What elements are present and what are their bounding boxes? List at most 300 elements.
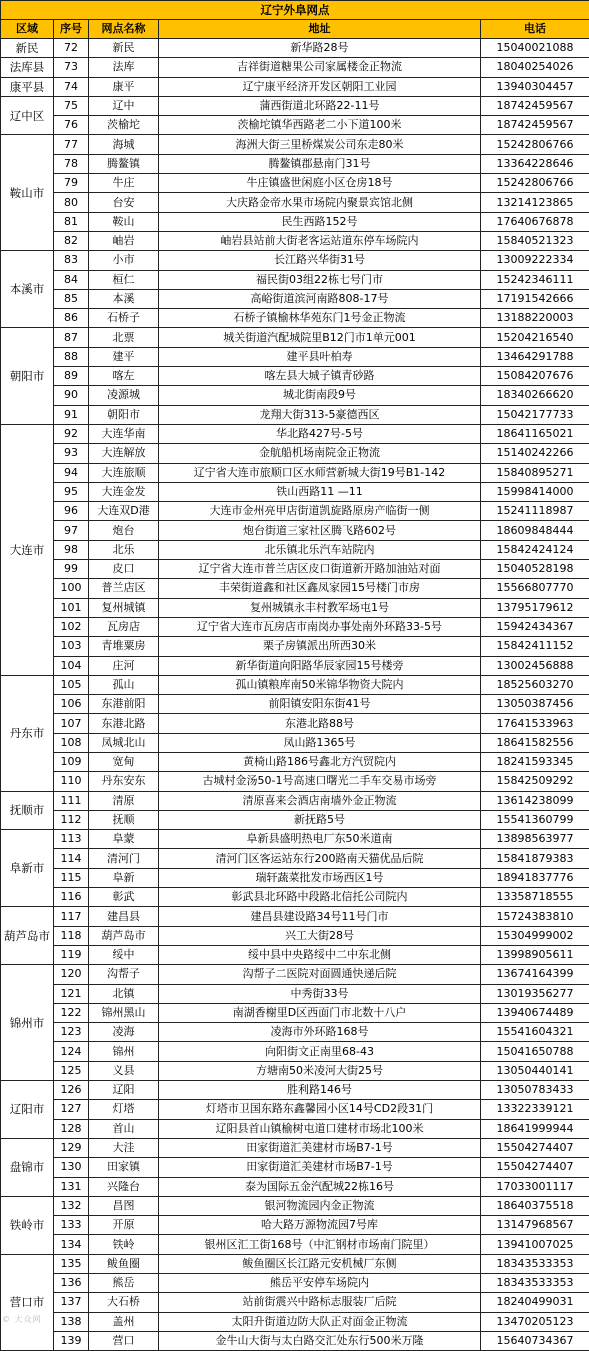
table-row (1, 309, 589, 328)
cell-number: 123 (54, 1023, 89, 1042)
cell-region: 鞍山市 (1, 135, 54, 251)
table-row (1, 849, 589, 868)
table-row (1, 1331, 589, 1350)
cell-phone: 13898563977 (481, 830, 589, 849)
cell-address: 建昌县建设路34号11号门市 (159, 907, 481, 926)
cell-number: 131 (54, 1177, 89, 1196)
cell-address: 铁山西路11 —11 (159, 482, 481, 501)
table-row (1, 1119, 589, 1138)
table-row (1, 1293, 589, 1312)
cell-phone: 13002456888 (481, 656, 589, 675)
cell-region: 新民 (1, 39, 54, 58)
cell-phone: 13940304457 (481, 77, 589, 96)
cell-address: 辽宁省大连市普兰店区皮口街道新开路加油站对面 (159, 560, 481, 579)
cell-outlet-name: 桓仁 (89, 270, 159, 289)
cell-address: 丰荣街道鑫和社区鑫凤家园15号楼门市房 (159, 579, 481, 598)
cell-outlet-name: 大连旅顺 (89, 463, 159, 482)
cell-phone: 13188220003 (481, 309, 589, 328)
cell-outlet-name: 普兰店区 (89, 579, 159, 598)
cell-region: 本溪市 (1, 251, 54, 328)
cell-phone: 15304999002 (481, 926, 589, 945)
cell-outlet-name: 大连金发 (89, 482, 159, 501)
cell-outlet-name: 复州城镇 (89, 598, 159, 617)
cell-region: 辽中区 (1, 96, 54, 135)
cell-address: 中秀街33号 (159, 984, 481, 1003)
cell-phone: 15242346111 (481, 270, 589, 289)
cell-phone: 15942434367 (481, 617, 589, 636)
cell-phone: 13464291788 (481, 347, 589, 366)
header-row (1, 20, 589, 39)
cell-address: 银河物流园内金正物流 (159, 1196, 481, 1215)
cell-phone: 18609848444 (481, 521, 589, 540)
cell-outlet-name: 腾鳌镇 (89, 154, 159, 173)
cell-outlet-name: 大连双D港 (89, 502, 159, 521)
table-row (1, 77, 589, 96)
cell-number: 125 (54, 1061, 89, 1080)
cell-number: 120 (54, 965, 89, 984)
cell-number: 113 (54, 830, 89, 849)
cell-phone: 15242806766 (481, 135, 589, 154)
cell-number: 108 (54, 733, 89, 752)
cell-phone: 15042177733 (481, 405, 589, 424)
cell-phone: 15566807770 (481, 579, 589, 598)
table-row (1, 463, 589, 482)
cell-number: 95 (54, 482, 89, 501)
cell-address: 华北路427号-5号 (159, 424, 481, 443)
table-row (1, 424, 589, 443)
watermark: © 大众网 (2, 1314, 42, 1325)
cell-outlet-name: 新民 (89, 39, 159, 58)
table-row (1, 714, 589, 733)
cell-outlet-name: 清河门 (89, 849, 159, 868)
cell-outlet-name: 喀左 (89, 367, 159, 386)
cell-address: 辽阳县首山镇榆树屯道口建材市场北100米 (159, 1119, 481, 1138)
table-row (1, 58, 589, 77)
table-row (1, 135, 589, 154)
table-row (1, 1138, 589, 1157)
table-row (1, 675, 589, 694)
table-row (1, 1081, 589, 1100)
table-row (1, 1274, 589, 1293)
cell-phone: 18641582556 (481, 733, 589, 752)
cell-number: 72 (54, 39, 89, 58)
cell-region: 康平县 (1, 77, 54, 96)
cell-outlet-name: 大连解放 (89, 444, 159, 463)
table-row (1, 367, 589, 386)
cell-address: 古城村金汤50-1号高速口曙光二手车交易市场旁 (159, 772, 481, 791)
cell-region: 大连市 (1, 424, 54, 675)
cell-outlet-name: 东港前阳 (89, 695, 159, 714)
cell-number: 117 (54, 907, 89, 926)
cell-address: 栗子房镇派出所西30米 (159, 637, 481, 656)
cell-outlet-name: 彰武 (89, 888, 159, 907)
cell-outlet-name: 昌图 (89, 1196, 159, 1215)
cell-number: 79 (54, 174, 89, 193)
table-row (1, 1235, 589, 1254)
cell-address: 石桥子镇榆林华苑东门1号金正物流 (159, 309, 481, 328)
cell-address: 岫岩县站前大街老客运站道东停车场院内 (159, 231, 481, 250)
table-row (1, 1254, 589, 1273)
cell-phone: 15840895271 (481, 463, 589, 482)
table-row (1, 482, 589, 501)
cell-phone: 15841879383 (481, 849, 589, 868)
cell-phone: 13322339121 (481, 1100, 589, 1119)
cell-address: 北乐镇北乐汽车站院内 (159, 540, 481, 559)
cell-address: 龙翔大街313-5豪德西区 (159, 405, 481, 424)
cell-phone: 18040254026 (481, 58, 589, 77)
cell-outlet-name: 凤城北山 (89, 733, 159, 752)
cell-number: 101 (54, 598, 89, 617)
cell-outlet-name: 首山 (89, 1119, 159, 1138)
cell-outlet-name: 牛庄 (89, 174, 159, 193)
cell-address: 清原喜来会酒店南墙外金正物流 (159, 791, 481, 810)
table-row (1, 868, 589, 887)
cell-number: 86 (54, 309, 89, 328)
cell-phone: 13795179612 (481, 598, 589, 617)
cell-phone: 15998414000 (481, 482, 589, 501)
cell-outlet-name: 凌海 (89, 1023, 159, 1042)
cell-phone: 13050440141 (481, 1061, 589, 1080)
table-row (1, 1061, 589, 1080)
cell-number: 76 (54, 116, 89, 135)
cell-address: 太阳升街道边防大队正对面金正物流 (159, 1312, 481, 1331)
cell-number: 128 (54, 1119, 89, 1138)
table-row (1, 752, 589, 771)
cell-number: 87 (54, 328, 89, 347)
cell-address: 牛庄镇盛世闲庭小区仓房18号 (159, 174, 481, 193)
cell-address: 金航船机场南院金正物流 (159, 444, 481, 463)
cell-outlet-name: 孤山 (89, 675, 159, 694)
cell-address: 长江路兴华街31号 (159, 251, 481, 270)
cell-number: 138 (54, 1312, 89, 1331)
cell-outlet-name: 海城 (89, 135, 159, 154)
cell-outlet-name: 熊岳 (89, 1274, 159, 1293)
table-row (1, 193, 589, 212)
cell-number: 122 (54, 1003, 89, 1022)
cell-number: 139 (54, 1331, 89, 1350)
cell-phone: 18941837776 (481, 868, 589, 887)
table-row (1, 502, 589, 521)
cell-phone: 17640676878 (481, 212, 589, 231)
cell-number: 106 (54, 695, 89, 714)
cell-address: 兴工大街28号 (159, 926, 481, 945)
table-row (1, 1100, 589, 1119)
table-row (1, 386, 589, 405)
table-row (1, 1196, 589, 1215)
cell-number: 130 (54, 1158, 89, 1177)
cell-number: 118 (54, 926, 89, 945)
cell-phone: 17191542666 (481, 289, 589, 308)
cell-phone: 15842509292 (481, 772, 589, 791)
cell-outlet-name: 东港北路 (89, 714, 159, 733)
cell-address: 辽宁省大连市瓦房店市南岗办事处南外环路33-5号 (159, 617, 481, 636)
cell-outlet-name: 宽甸 (89, 752, 159, 771)
table-row (1, 598, 589, 617)
cell-region: 锦州市 (1, 965, 54, 1081)
table-row (1, 347, 589, 366)
cell-number: 83 (54, 251, 89, 270)
cell-outlet-name: 大洼 (89, 1138, 159, 1157)
cell-number: 107 (54, 714, 89, 733)
table-row (1, 154, 589, 173)
sheet-title: 辽宁外阜网点 (1, 1, 589, 20)
cell-number: 112 (54, 810, 89, 829)
cell-number: 88 (54, 347, 89, 366)
cell-outlet-name: 阜新 (89, 868, 159, 887)
cell-number: 89 (54, 367, 89, 386)
cell-number: 116 (54, 888, 89, 907)
cell-outlet-name: 绥中 (89, 945, 159, 964)
cell-outlet-name: 辽阳 (89, 1081, 159, 1100)
cell-outlet-name: 台安 (89, 193, 159, 212)
table-row (1, 1023, 589, 1042)
cell-phone: 13050387456 (481, 695, 589, 714)
cell-address: 吉祥街道糖果公司家属楼金正物流 (159, 58, 481, 77)
cell-phone: 13674164399 (481, 965, 589, 984)
table-row (1, 328, 589, 347)
cell-region: 辽阳市 (1, 1081, 54, 1139)
cell-number: 109 (54, 752, 89, 771)
table-row (1, 560, 589, 579)
cell-outlet-name: 皮口 (89, 560, 159, 579)
table-row (1, 791, 589, 810)
cell-region: 营口市 (1, 1254, 54, 1350)
table-row (1, 405, 589, 424)
cell-phone: 18641165021 (481, 424, 589, 443)
cell-number: 78 (54, 154, 89, 173)
cell-address: 方塘南50米凌河大街25号 (159, 1061, 481, 1080)
cell-address: 城北街南段9号 (159, 386, 481, 405)
cell-outlet-name: 沟帮子 (89, 965, 159, 984)
cell-number: 134 (54, 1235, 89, 1254)
cell-outlet-name: 庄河 (89, 656, 159, 675)
table-row (1, 289, 589, 308)
cell-phone: 13940674489 (481, 1003, 589, 1022)
cell-address: 凤山路1365号 (159, 733, 481, 752)
cell-outlet-name: 大连华南 (89, 424, 159, 443)
cell-phone: 17033001117 (481, 1177, 589, 1196)
header-region: 区域 (1, 20, 54, 39)
cell-address: 银州区汇工街168号（中汇钢材市场南门院里） (159, 1235, 481, 1254)
cell-number: 98 (54, 540, 89, 559)
cell-phone: 13019356277 (481, 984, 589, 1003)
table-row (1, 772, 589, 791)
cell-number: 135 (54, 1254, 89, 1273)
table-row (1, 116, 589, 135)
cell-phone: 13614238099 (481, 791, 589, 810)
cell-phone: 13364228646 (481, 154, 589, 173)
cell-phone: 15084207676 (481, 367, 589, 386)
cell-address: 沟帮子二医院对面圆通快递后院 (159, 965, 481, 984)
cell-address: 灯塔市卫国东路东鑫馨园小区14号CD2段31门 (159, 1100, 481, 1119)
cell-phone: 13358718555 (481, 888, 589, 907)
cell-number: 126 (54, 1081, 89, 1100)
cell-phone: 15040021088 (481, 39, 589, 58)
cell-number: 75 (54, 96, 89, 115)
cell-outlet-name: 石桥子 (89, 309, 159, 328)
cell-outlet-name: 丹东安东 (89, 772, 159, 791)
table-row (1, 444, 589, 463)
cell-address: 孤山镇粮库南50米锦华物资大院内 (159, 675, 481, 694)
cell-number: 80 (54, 193, 89, 212)
cell-address: 高峪街道滨河南路808-17号 (159, 289, 481, 308)
cell-region: 葫芦岛市 (1, 907, 54, 965)
table-row (1, 1158, 589, 1177)
cell-outlet-name: 北票 (89, 328, 159, 347)
cell-phone: 13009222334 (481, 251, 589, 270)
cell-address: 田家街道汇美建材市场B7-1号 (159, 1138, 481, 1157)
header-outlet-name: 网点名称 (89, 20, 159, 39)
cell-region: 法库县 (1, 58, 54, 77)
cell-phone: 13941007025 (481, 1235, 589, 1254)
cell-address: 复州城镇永丰村教军场屯1号 (159, 598, 481, 617)
cell-outlet-name: 建昌县 (89, 907, 159, 926)
cell-outlet-name: 岫岩 (89, 231, 159, 250)
cell-phone: 13998905611 (481, 945, 589, 964)
cell-number: 99 (54, 560, 89, 579)
cell-address: 阜新县盛明热电厂东50米道南 (159, 830, 481, 849)
cell-address: 前阳镇安阳东街41号 (159, 695, 481, 714)
cell-outlet-name: 锦州 (89, 1042, 159, 1061)
table-row (1, 96, 589, 115)
table-row (1, 984, 589, 1003)
cell-number: 93 (54, 444, 89, 463)
cell-address: 胜利路146号 (159, 1081, 481, 1100)
cell-phone: 13470205123 (481, 1312, 589, 1331)
cell-phone: 15504274407 (481, 1158, 589, 1177)
cell-phone: 15242806766 (481, 174, 589, 193)
cell-number: 136 (54, 1274, 89, 1293)
cell-region: 铁岭市 (1, 1196, 54, 1254)
cell-address: 炮台街道三家社区腾飞路602号 (159, 521, 481, 540)
cell-number: 132 (54, 1196, 89, 1215)
cell-phone: 15640734367 (481, 1331, 589, 1350)
cell-number: 84 (54, 270, 89, 289)
cell-number: 73 (54, 58, 89, 77)
cell-number: 114 (54, 849, 89, 868)
cell-phone: 15041650788 (481, 1042, 589, 1061)
cell-outlet-name: 开原 (89, 1216, 159, 1235)
cell-number: 96 (54, 502, 89, 521)
cell-number: 111 (54, 791, 89, 810)
cell-phone: 15040528198 (481, 560, 589, 579)
table-row (1, 888, 589, 907)
cell-address: 城关街道汽配城院里B12门市1单元001 (159, 328, 481, 347)
table-row (1, 231, 589, 250)
cell-number: 127 (54, 1100, 89, 1119)
cell-number: 121 (54, 984, 89, 1003)
cell-number: 115 (54, 868, 89, 887)
cell-outlet-name: 义县 (89, 1061, 159, 1080)
title-row (1, 1, 589, 20)
cell-region: 抚顺市 (1, 791, 54, 830)
cell-phone: 15724383810 (481, 907, 589, 926)
table-row (1, 1216, 589, 1235)
cell-phone: 18742459567 (481, 96, 589, 115)
cell-phone: 15504274407 (481, 1138, 589, 1157)
table-row (1, 656, 589, 675)
cell-address: 建平县叶柏寿 (159, 347, 481, 366)
cell-address: 辽宁省大连市旅顺口区水师营新城大街19号B1-142 (159, 463, 481, 482)
cell-number: 110 (54, 772, 89, 791)
table-row (1, 695, 589, 714)
cell-outlet-name: 凌源城 (89, 386, 159, 405)
cell-address: 海洲大街三里桥煤炭公司东走80米 (159, 135, 481, 154)
table-row (1, 540, 589, 559)
cell-phone: 13214123865 (481, 193, 589, 212)
cell-address: 民生西路152号 (159, 212, 481, 231)
cell-outlet-name: 辽中 (89, 96, 159, 115)
table-row (1, 907, 589, 926)
cell-address: 福民街03组22栋七号门市 (159, 270, 481, 289)
cell-number: 90 (54, 386, 89, 405)
cell-outlet-name: 茨榆坨 (89, 116, 159, 135)
header-address: 地址 (159, 20, 481, 39)
cell-number: 137 (54, 1293, 89, 1312)
cell-phone: 18742459567 (481, 116, 589, 135)
cell-outlet-name: 北镇 (89, 984, 159, 1003)
cell-outlet-name: 田家镇 (89, 1158, 159, 1177)
cell-address: 绥中县中央路绥中二中东北侧 (159, 945, 481, 964)
cell-number: 119 (54, 945, 89, 964)
table-row (1, 617, 589, 636)
cell-outlet-name: 灯塔 (89, 1100, 159, 1119)
cell-phone: 15204216540 (481, 328, 589, 347)
cell-phone: 18340266620 (481, 386, 589, 405)
table-row (1, 1177, 589, 1196)
cell-number: 102 (54, 617, 89, 636)
header-number: 序号 (54, 20, 89, 39)
cell-phone: 18241593345 (481, 752, 589, 771)
table-row (1, 1312, 589, 1331)
cell-region: 朝阳市 (1, 328, 54, 424)
cell-phone: 18641999944 (481, 1119, 589, 1138)
cell-phone: 15840521323 (481, 231, 589, 250)
cell-outlet-name: 北乐 (89, 540, 159, 559)
cell-address: 新华街道向阳路华辰家园15号楼旁 (159, 656, 481, 675)
cell-outlet-name: 阜蒙 (89, 830, 159, 849)
cell-address: 熊岳平安停车场院内 (159, 1274, 481, 1293)
cell-number: 74 (54, 77, 89, 96)
cell-outlet-name: 盖州 (89, 1312, 159, 1331)
cell-address: 黄椅山路186号鑫北方汽贸院内 (159, 752, 481, 771)
cell-outlet-name: 营口 (89, 1331, 159, 1350)
cell-phone: 13050783433 (481, 1081, 589, 1100)
cell-outlet-name: 法库 (89, 58, 159, 77)
table-row (1, 39, 589, 58)
cell-address: 凌海市外环路168号 (159, 1023, 481, 1042)
cell-address: 新抚路5号 (159, 810, 481, 829)
cell-phone: 15842424124 (481, 540, 589, 559)
cell-address: 彰武县北环路中段路北信托公司院内 (159, 888, 481, 907)
cell-phone: 18640375518 (481, 1196, 589, 1215)
cell-phone: 18343533353 (481, 1274, 589, 1293)
table-row (1, 733, 589, 752)
cell-number: 77 (54, 135, 89, 154)
cell-outlet-name: 炮台 (89, 521, 159, 540)
table-row (1, 270, 589, 289)
cell-address: 新华路28号 (159, 39, 481, 58)
cell-address: 田家街道汇美建材市场B7-1号 (159, 1158, 481, 1177)
cell-outlet-name: 抚顺 (89, 810, 159, 829)
outlet-table-body (1, 1, 589, 1351)
cell-number: 103 (54, 637, 89, 656)
cell-address: 喀左县大城子镇青砂路 (159, 367, 481, 386)
cell-phone: 15140242266 (481, 444, 589, 463)
cell-address: 东港北路88号 (159, 714, 481, 733)
table-row (1, 1003, 589, 1022)
table-row (1, 637, 589, 656)
